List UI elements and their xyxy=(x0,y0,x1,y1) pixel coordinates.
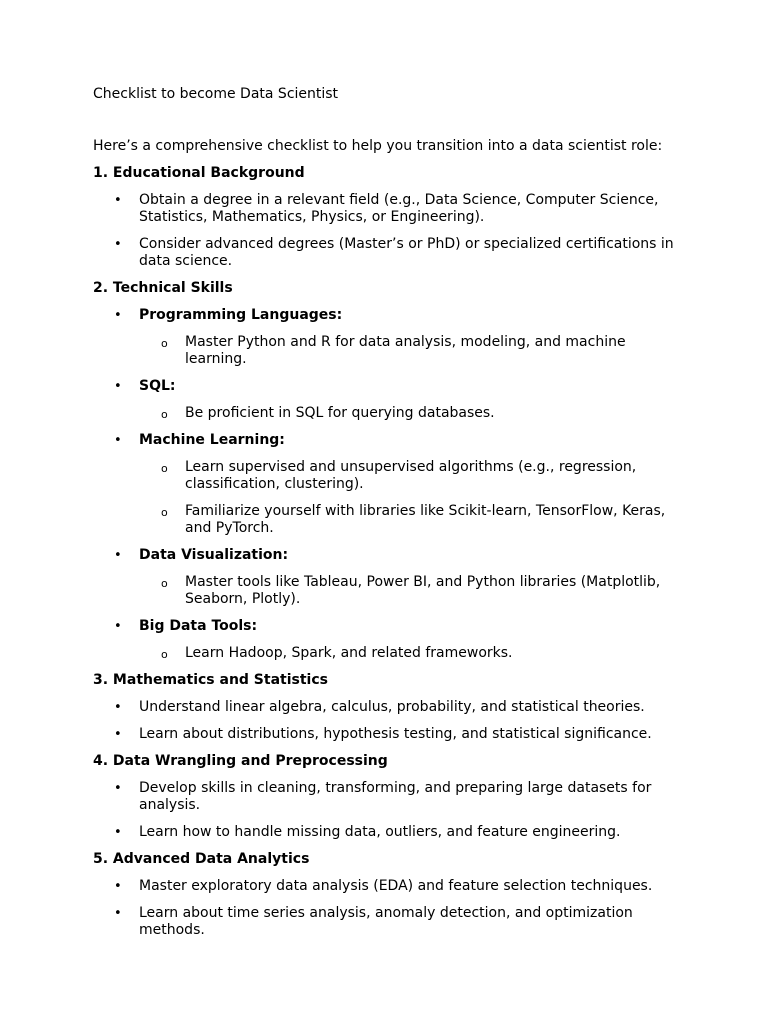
circle-bullet-icon: o xyxy=(161,337,168,350)
bullet-icon: • xyxy=(114,781,122,796)
sub-list-item xyxy=(139,574,683,608)
bullet-icon: • xyxy=(114,193,122,208)
sub-list-item-text: Master tools like Tableau, Power BI, and Python libraries (Matplotlib, Seaborn, Plotly). xyxy=(185,574,661,607)
section-heading: 2. Technical Skills xyxy=(93,280,233,296)
sub-list-item-text: Master Python and R for data analysis, modeling, and machine learning. xyxy=(185,334,626,367)
circle-bullet-icon: o xyxy=(161,577,168,590)
section-heading: 3. Mathematics and Statistics xyxy=(93,672,328,688)
sub-bullet-list xyxy=(139,405,683,422)
bullet-icon: • xyxy=(114,308,122,323)
group-label: Programming Languages: xyxy=(139,307,343,323)
list-item-text: Learn about time series analysis, anomaly detection, and optimization methods. xyxy=(139,905,633,938)
sub-list-item xyxy=(139,334,683,368)
list-item-text: Obtain a degree in a relevant field (e.g., Data Science, Computer Science, Statistics, Mathematics, Physics, or Engineering). xyxy=(139,192,659,225)
sub-list-item xyxy=(139,459,683,493)
sub-list-item xyxy=(139,503,683,537)
section-heading: 5. Advanced Data Analytics xyxy=(93,851,310,867)
circle-bullet-icon: o xyxy=(161,648,168,661)
section-advanced-data-analytics xyxy=(93,851,683,939)
list-item xyxy=(93,432,683,537)
list-item-text: Learn about distributions, hypothesis testing, and statistical significance. xyxy=(139,726,652,742)
group-label: Big Data Tools: xyxy=(139,618,258,634)
document-page xyxy=(93,86,683,939)
circle-bullet-icon: o xyxy=(161,408,168,421)
section-educational-background xyxy=(93,165,683,270)
bullet-list xyxy=(93,878,683,939)
sub-list-item-text: Learn supervised and unsupervised algorithms (e.g., regression, classification, clustering). xyxy=(185,459,637,492)
list-item-text: Develop skills in cleaning, transforming, and preparing large datasets for analysis. xyxy=(139,780,652,813)
bullet-list xyxy=(93,307,683,662)
bullet-list xyxy=(93,780,683,841)
list-item xyxy=(93,618,683,662)
list-item xyxy=(93,878,683,895)
list-item xyxy=(93,307,683,368)
list-item-text: Master exploratory data analysis (EDA) and feature selection techniques. xyxy=(139,878,653,894)
list-item xyxy=(93,236,683,270)
bullet-icon: • xyxy=(114,879,122,894)
bullet-icon: • xyxy=(114,379,122,394)
bullet-icon: • xyxy=(114,700,122,715)
list-item xyxy=(93,192,683,226)
intro-paragraph: Here’s a comprehensive checklist to help you transition into a data scientist role: xyxy=(93,138,663,154)
sub-bullet-list xyxy=(139,459,683,537)
list-item xyxy=(93,378,683,422)
circle-bullet-icon: o xyxy=(161,506,168,519)
sub-list-item-text: Learn Hadoop, Spark, and related frameworks. xyxy=(185,645,513,661)
section-heading: 4. Data Wrangling and Preprocessing xyxy=(93,753,388,769)
bullet-icon: • xyxy=(114,548,122,563)
sub-bullet-list xyxy=(139,574,683,608)
group-label: Machine Learning: xyxy=(139,432,285,448)
list-item xyxy=(93,780,683,814)
section-heading: 1. Educational Background xyxy=(93,165,305,181)
bullet-list xyxy=(93,192,683,270)
sub-bullet-list xyxy=(139,645,683,662)
document-title: Checklist to become Data Scientist xyxy=(93,86,339,102)
sub-list-item xyxy=(139,405,683,422)
list-item xyxy=(93,699,683,716)
bullet-list xyxy=(93,699,683,743)
sub-bullet-list xyxy=(139,334,683,368)
list-item xyxy=(93,905,683,939)
bullet-icon: • xyxy=(114,433,122,448)
list-item-text: Learn how to handle missing data, outliers, and feature engineering. xyxy=(139,824,621,840)
list-item xyxy=(93,547,683,608)
sub-list-item-text: Familiarize yourself with libraries like Scikit-learn, TensorFlow, Keras, and PyTorch. xyxy=(185,503,666,536)
bullet-icon: • xyxy=(114,727,122,742)
sub-list-item-text: Be proficient in SQL for querying databases. xyxy=(185,405,495,421)
group-label: Data Visualization: xyxy=(139,547,289,563)
list-item-text: Consider advanced degrees (Master’s or PhD) or specialized certifications in data science. xyxy=(139,236,674,269)
bullet-icon: • xyxy=(114,906,122,921)
list-item-text: Understand linear algebra, calculus, probability, and statistical theories. xyxy=(139,699,645,715)
section-technical-skills xyxy=(93,280,683,662)
bullet-icon: • xyxy=(114,237,122,252)
list-item xyxy=(93,824,683,841)
section-mathematics-statistics xyxy=(93,672,683,743)
section-data-wrangling xyxy=(93,753,683,841)
bullet-icon: • xyxy=(114,825,122,840)
bullet-icon: • xyxy=(114,619,122,634)
circle-bullet-icon: o xyxy=(161,462,168,475)
sub-list-item xyxy=(139,645,683,662)
group-label: SQL: xyxy=(139,378,176,394)
list-item xyxy=(93,726,683,743)
